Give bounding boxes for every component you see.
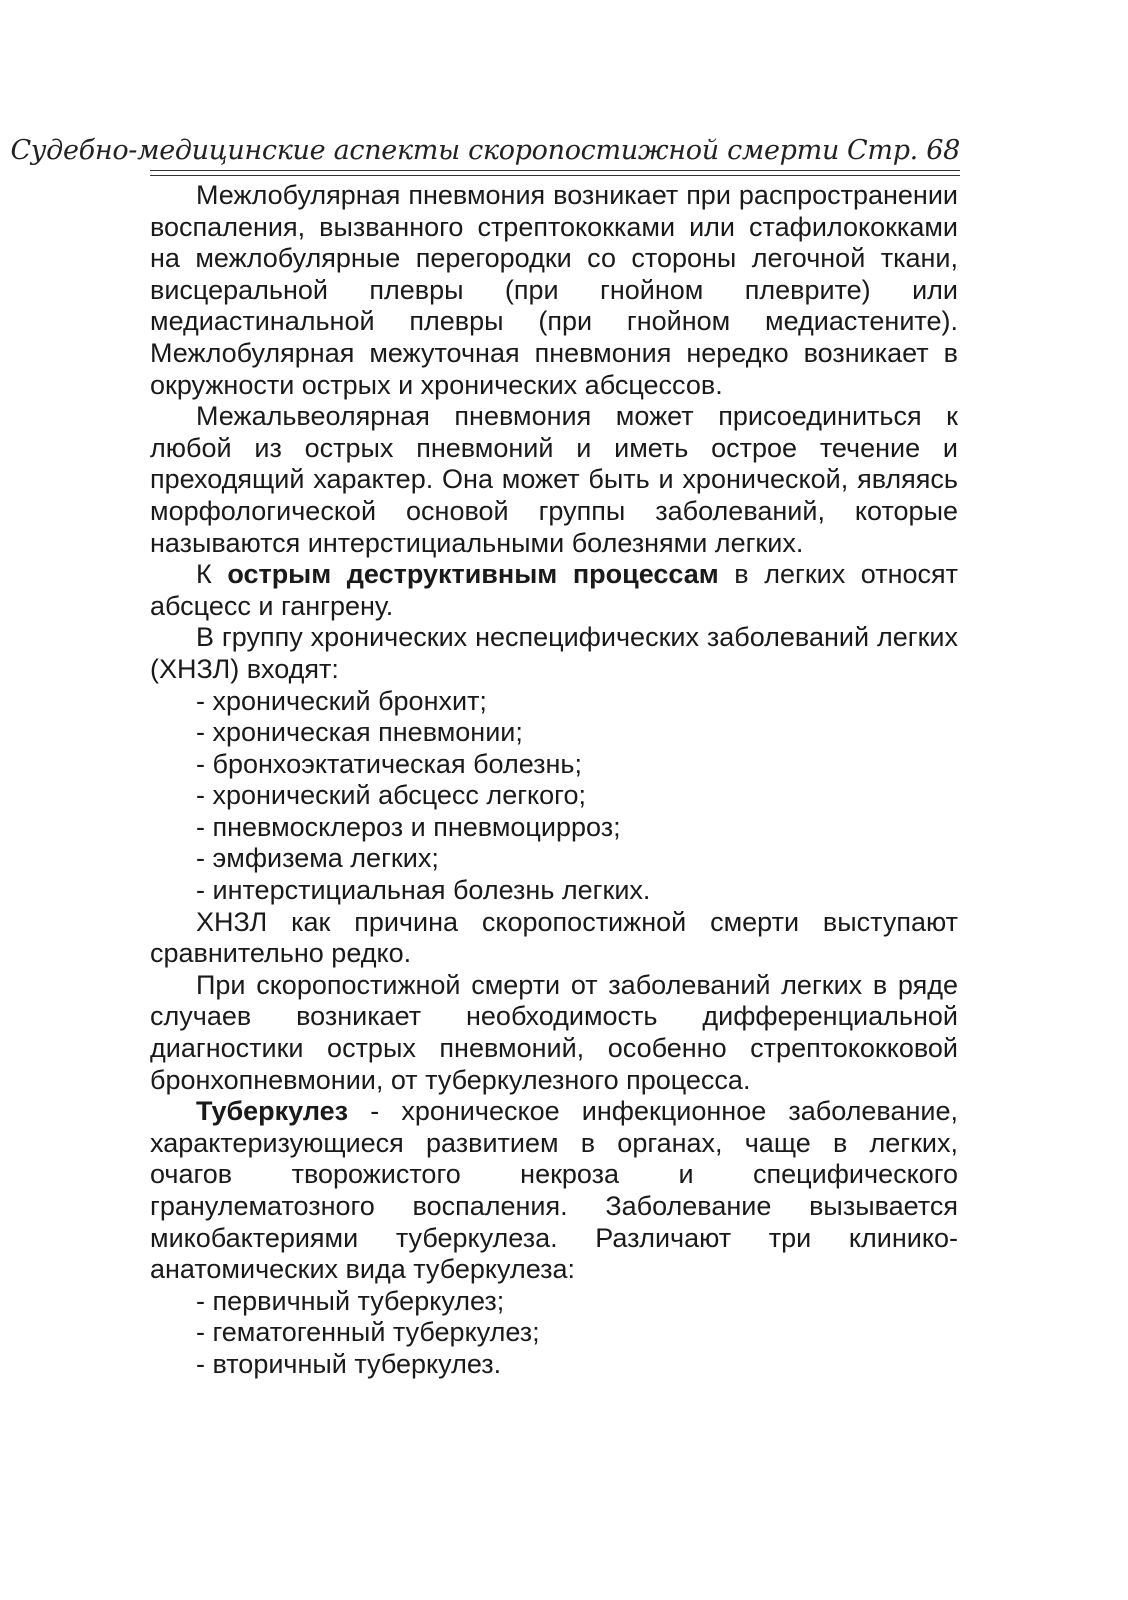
body-text (150, 180, 958, 1381)
p7-bold-term: Туберкулез (196, 1096, 349, 1127)
page-number: Стр. 68 (847, 135, 960, 166)
list-item: - интерстициальная болезнь легких. (196, 875, 651, 906)
list-item: - пневмосклероз и пневмоцирроз; (196, 811, 621, 842)
running-head-title: Судебно-медицинские аспекты скоропостижной смерти (10, 135, 840, 166)
list-item: - первичный туберкулез; (196, 1285, 505, 1316)
paragraph-cnsld-rare: ХНЗЛ как причина скоропостижной смерти выступают сравнительно редко. (150, 906, 958, 969)
list-item: - хронический бронхит; (196, 685, 487, 716)
header-rule-bottom (150, 175, 960, 176)
list-item: - хроническая пневмонии; (196, 717, 523, 748)
list-item: - вторичный туберкулез. (196, 1348, 502, 1379)
running-head-text (10, 136, 960, 166)
paragraph-tuberculosis (150, 1096, 958, 1286)
running-head (10, 130, 960, 176)
list-item: - хронический абсцесс легкого; (196, 780, 586, 811)
paragraph-chronic-group: В группу хронических неспецифических заболеваний легких (ХНЗЛ) входят: (150, 622, 958, 684)
list-item: - бронхоэктатическая болезнь; (196, 748, 582, 779)
list-tuberculosis-types (150, 1286, 958, 1381)
list-item: - гематогенный туберкулез; (196, 1317, 540, 1348)
list-item: - эмфизема легких; (196, 843, 439, 874)
paragraph-interalveolar-pneumonia: Межальвеолярная пневмония может присоединиться к любой из острых пневмоний и иметь острое течение и преходящий характер. Она может быть и хронической, являясь морфологической основой группы заболеваний, которые называются интерстициальными болезнями легких. (150, 401, 958, 558)
list-chronic-diseases (150, 686, 958, 907)
p3-lead: К (196, 559, 228, 590)
p3-bold-term: острым деструктивным процессам (227, 559, 719, 590)
p3-rest: в легких относят абсцесс и гангрену. (150, 559, 958, 621)
paragraph-interlobular-pneumonia: Межлобулярная пневмония возникает при распространении воспаления, вызванного стрептококками или стафилококками на межлобулярные перегородки со стороны легочной ткани, висцеральной плевры (при гнойном плеврите) или медиастинальной плевры (при гнойном медиастените). Межлобулярная межуточная пневмония нередко возникает в окружности острых и хронических абсцессов. (150, 180, 958, 400)
paragraph-acute-destructive (150, 559, 958, 622)
header-rule-top (150, 170, 960, 171)
paragraph-differential-diagnosis: При скоропостижной смерти от заболеваний легких в ряде случаев возникает необходимость дифференциальной диагностики острых пневмоний, особенно стрептококковой бронхопневмонии, от туберкулезного процесса. (150, 969, 958, 1095)
p7-rest: - хроническое инфекционное заболевание, характеризующиеся развитием в органах, чаще в легких, очагов творожистого некроза и специфического гранулематозного воспаления. Заболевание вызывается микобактериями туберкулеза. Различают три клинико-анатомических вида туберкулеза: (150, 1096, 958, 1285)
